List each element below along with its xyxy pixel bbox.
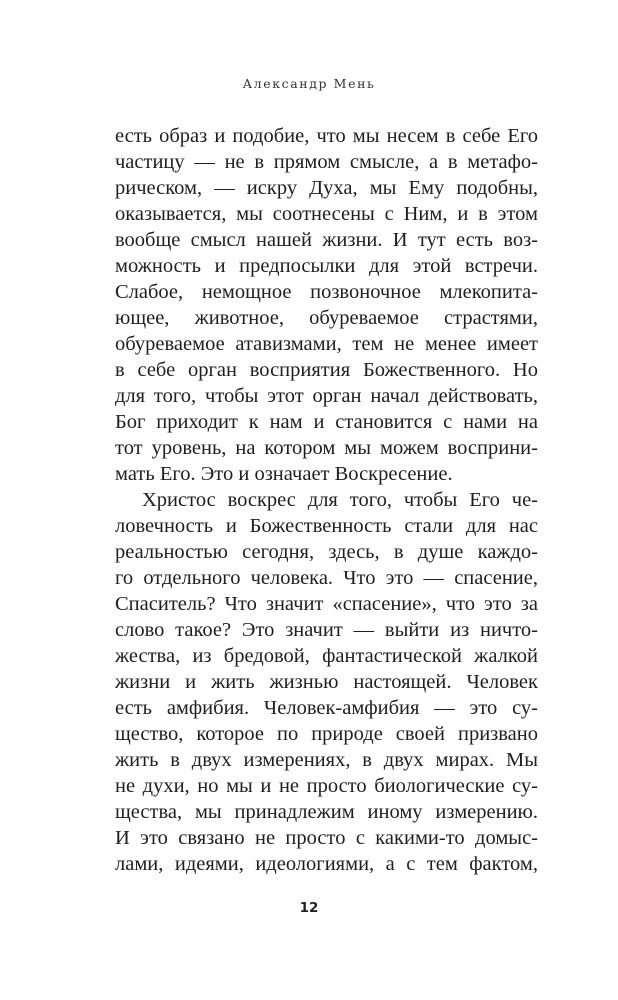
text-line: мать Его. Это и означает Воскресение. (115, 463, 453, 485)
text-line: не духи, но мы и не просто биологические су- (115, 775, 538, 797)
text-line: есть амфибия. Человек-амфибия — это су- (115, 697, 538, 719)
text-line: И это связано не просто с какими-то домыс- (115, 827, 538, 849)
text-line: ловечность и Божественность стали для нас (115, 515, 538, 537)
text-line: жизни и жить жизнью настоящей. Человек (115, 671, 538, 693)
text-line: обуреваемое атавизмами, тем не менее имеет (115, 333, 538, 355)
text-line: вообще смысл нашей жизни. И тут есть воз- (115, 229, 538, 251)
text-line: Слабое, немощное позвоночное млекопита- (115, 281, 538, 303)
text-line: го отдельного человека. Что это — спасение, (115, 567, 538, 589)
page-number: 12 (299, 900, 319, 916)
text-line: жества, из бредовой, фантастической жалкой (115, 645, 538, 667)
text-line: тот уровень, на котором мы можем восприни- (115, 437, 538, 459)
text-line: рическом, — искру Духа, мы Ему подобны, (115, 177, 538, 199)
text-line: слово такое? Это значит — выйти из ничто- (115, 619, 538, 641)
text-line: можность и предпосылки для этой встречи. (115, 255, 538, 277)
text-line: оказывается, мы соотнесены с Ним, и в этом (115, 203, 538, 225)
text-line: Бог приходит к нам и становится с нами на (115, 411, 538, 433)
text-line: лами, идеями, идеологиями, а с тем фактом, (115, 853, 538, 875)
text-line: щество, которое по природе своей призвано (115, 723, 538, 745)
text-line: ющее, животное, обуреваемое страстями, (115, 307, 538, 329)
text-line: Спаситель? Что значит «спасение», что это за (115, 593, 538, 615)
text-line: реальностью сегодня, здесь, в душе каждо- (115, 541, 538, 563)
text-line: частицу — не в прямом смысле, а в метафо- (115, 151, 538, 173)
text-line: щества, мы принадлежим иному измерению. (115, 801, 538, 823)
text-line: в себе орган восприятия Божественного. Но (115, 359, 538, 381)
text-line: жить в двух измерениях, в двух мирах. Мы (115, 749, 538, 771)
text-line: Христос воскрес для того, чтобы Его че- (142, 489, 538, 511)
text-line: есть образ и подобие, что мы несем в себе Его (115, 125, 538, 147)
text-line: для того, чтобы этот орган начал действовать, (115, 385, 538, 407)
body-text (115, 123, 538, 877)
running-header: Александр Мень (242, 76, 376, 91)
